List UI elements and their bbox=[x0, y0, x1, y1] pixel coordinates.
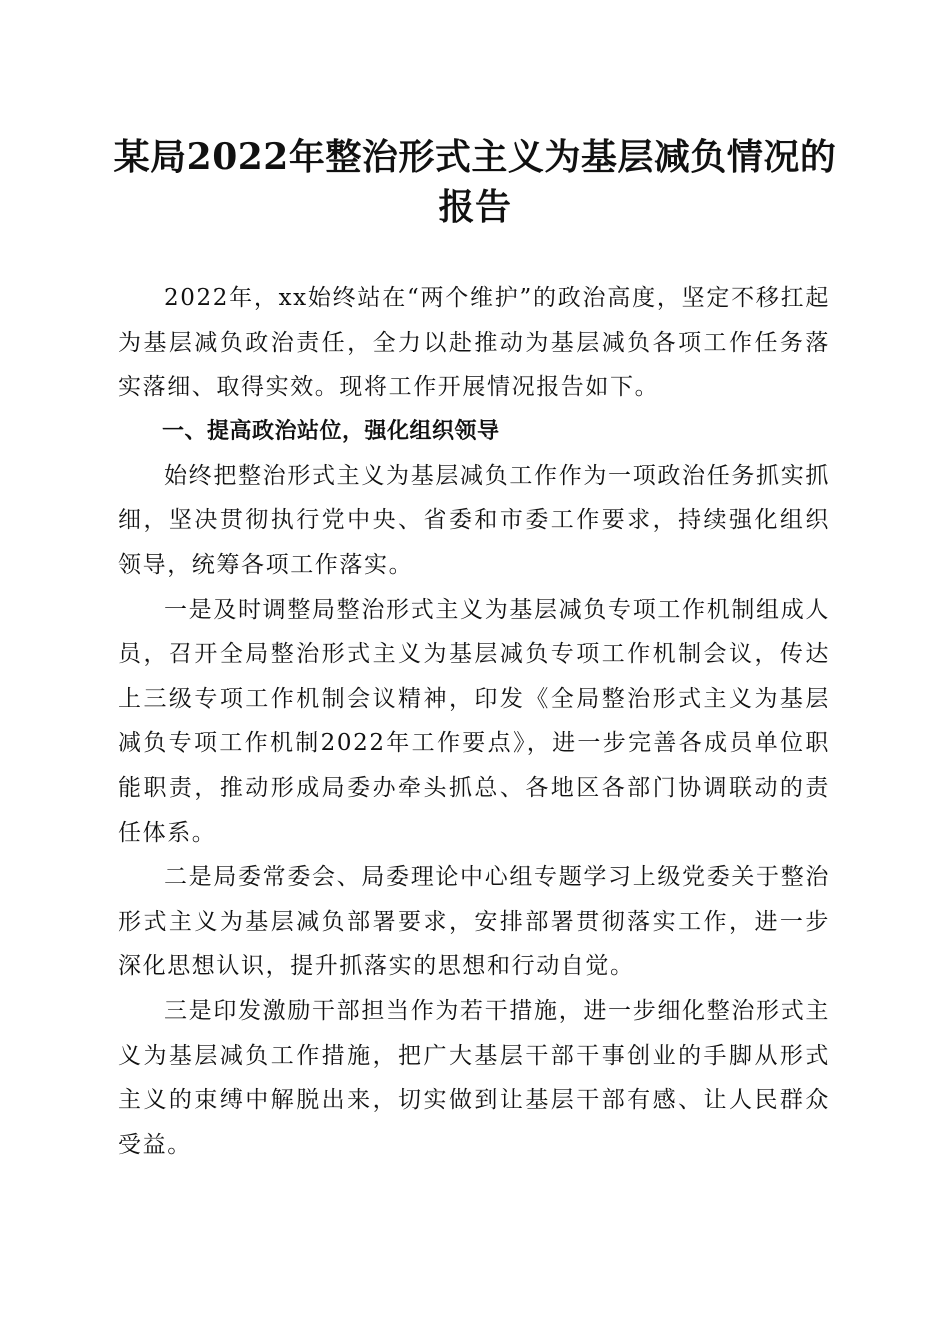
point-three-paragraph: 三是印发激励干部担当作为若干措施，进一步细化整治形式主义为基层减负工作措施，把广大基层干部干事创业的手脚从形式主义的束缚中解脱出来，切实做到让基层干部有感、让人民群众受益。 bbox=[118, 997, 830, 1158]
section-heading: 一、提高政治站位，强化组织领导 bbox=[162, 418, 500, 444]
intro-paragraph: 2022年，xx始终站在“两个维护”的政治高度，坚定不移扛起为基层减负政治责任，全力以赴推动为基层减负各项工作任务落实落细、取得实效。现将工作开展情况报告如下。 bbox=[118, 285, 830, 401]
point-one-paragraph: 一是及时调整局整治形式主义为基层减负专项工作机制组成人员，召开全局整治形式主义为基层减负专项工作机制会议，传达上三级专项工作机制会议精神，印发《全局整治形式主义为基层减负专项工作机制2022年工作要点》，进一步完善各成员单位职能职责，推动形成局委办牵头抓总、各地区各部门协调联动的责任体系。 bbox=[118, 596, 830, 846]
section-intro-paragraph: 始终把整治形式主义为基层减负工作作为一项政治任务抓实抓细，坚决贯彻执行党中央、省委和市委工作要求，持续强化组织领导，统筹各项工作落实。 bbox=[118, 462, 830, 578]
document-body bbox=[118, 276, 830, 1167]
document-title: 某局2022年整治形式主义为基层减负情况的报告 bbox=[113, 136, 837, 228]
point-two-paragraph: 二是局委常委会、局委理论中心组专题学习上级党委关于整治形式主义为基层减负部署要求，安排部署贯彻落实工作，进一步深化思想认识，提升抓落实的思想和行动自觉。 bbox=[118, 864, 830, 980]
